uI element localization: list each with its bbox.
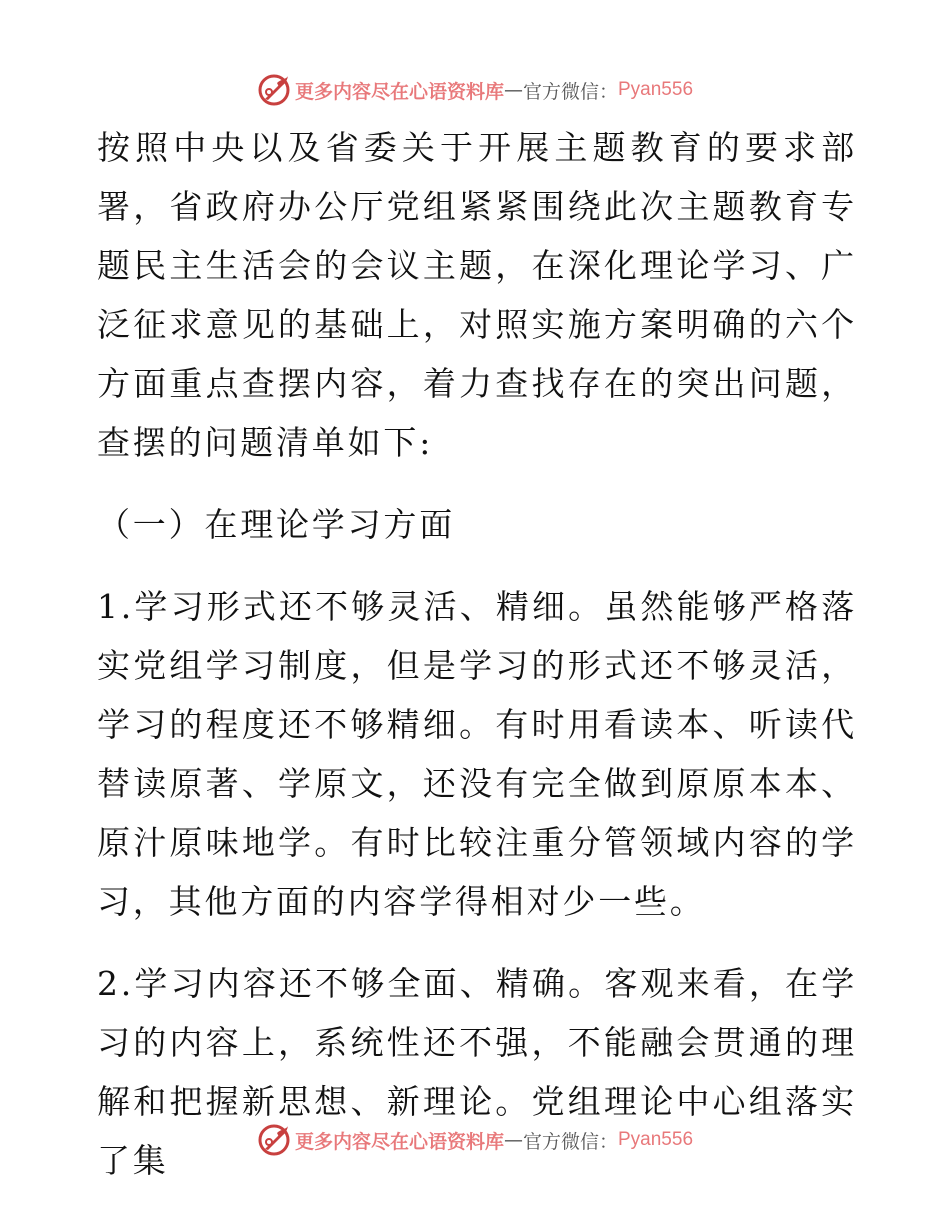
watermark-library-name: 更多内容尽在心语资料库 bbox=[294, 1130, 504, 1153]
watermark-library-name: 更多内容尽在心语资料库 bbox=[294, 80, 504, 103]
item-2-paragraph: 2.学习内容还不够全面、精确。客观来看，在学习的内容上，系统性还不强，不能融会贯通的理解和把握新思想、新理论。党组理论中心组落实了集 bbox=[97, 964, 857, 1180]
quill-circle-logo-icon bbox=[257, 73, 291, 107]
item-1-paragraph: 1.学习形式还不够灵活、精细。虽然能够严格落实党组学习制度，但是学习的形式还不够灵活，学习的程度还不够精细。有时用看读本、听读代替读原著、学原文，还没有完全做到原原本本、原汁原味地学。有时比较注重分管领域内容的学习，其他方面的内容学得相对少一些。 bbox=[97, 587, 857, 921]
watermark-dash: — bbox=[503, 1129, 523, 1151]
watermark-account-label: 官方微信： bbox=[522, 80, 618, 103]
watermark-account-id: Pyan556 bbox=[618, 79, 694, 100]
watermark-footer bbox=[0, 1120, 950, 1160]
watermark-header bbox=[0, 70, 950, 110]
watermark-account-id: Pyan556 bbox=[618, 1129, 694, 1150]
watermark-dash: — bbox=[503, 79, 523, 101]
section-heading-theory-study: （一）在理论学习方面 bbox=[97, 505, 455, 544]
watermark-account-label: 官方微信： bbox=[522, 1130, 618, 1153]
document-body bbox=[97, 118, 857, 1190]
quill-circle-logo-icon bbox=[257, 1123, 291, 1157]
intro-paragraph: 按照中央以及省委关于开展主题教育的要求部署，省政府办公厅党组紧紧围绕此次主题教育专题民主生活会的会议主题，在深化理论学习、广泛征求意见的基础上，对照实施方案明确的六个方面重点查摆内容，着力查找存在的突出问题，查摆的问题清单如下: bbox=[97, 128, 857, 462]
